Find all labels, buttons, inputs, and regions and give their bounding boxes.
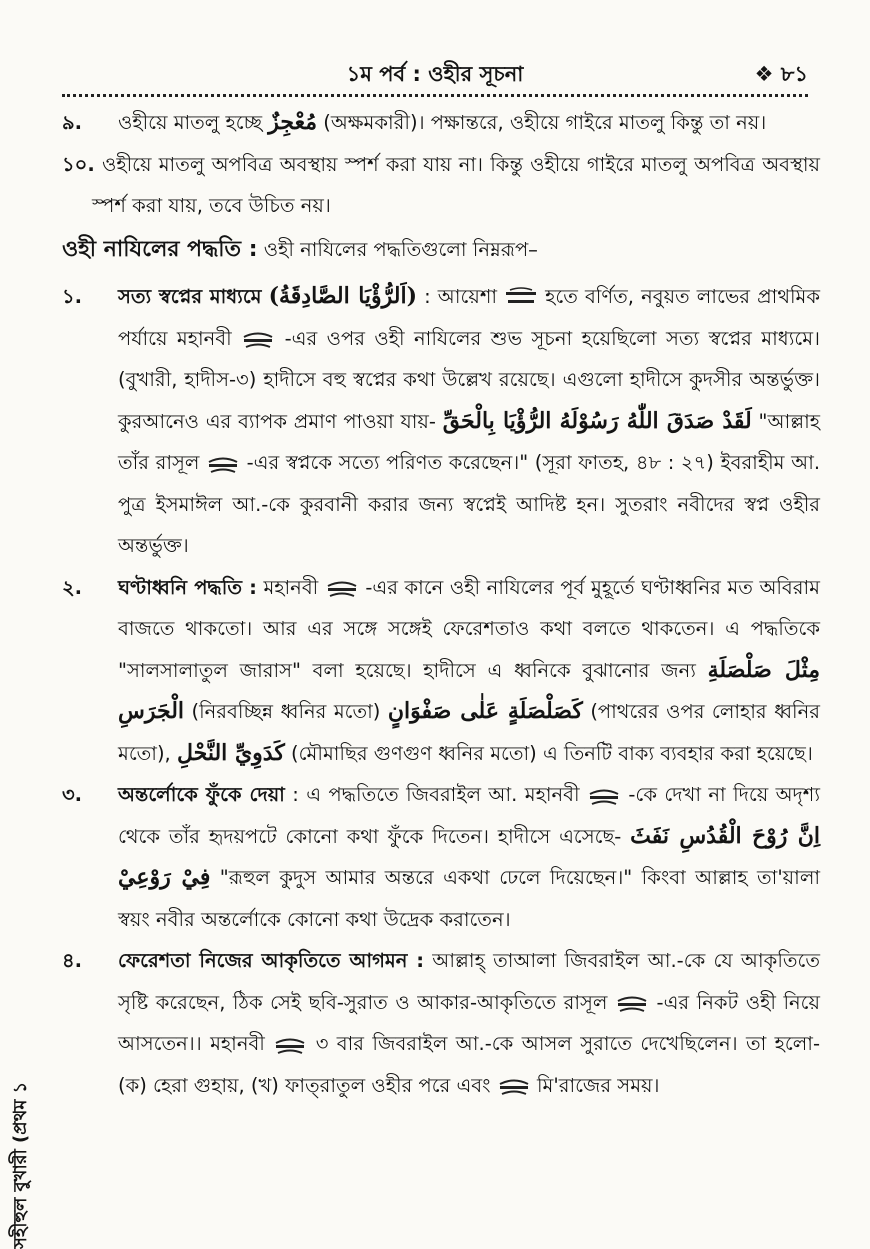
salawat-calligraphy-icon — [273, 1034, 307, 1056]
arabic-phrase: كَصَلْصَلَةٍ عَلٰى صَفْوَانٍ — [387, 698, 583, 724]
item-number: ৩. — [62, 783, 83, 806]
item-text: ওহীয়ে মাতলু হচ্ছে — [118, 111, 263, 134]
method-item-2 — [62, 567, 820, 775]
salawat-calligraphy-icon — [615, 992, 649, 1014]
method-item-4 — [62, 940, 820, 1106]
method-item-1 — [62, 276, 820, 567]
item-text: (অক্ষমকারী)। পক্ষান্তরে, ওহীয়ে গাইরে মাতলু কিন্তু তা নয়। — [323, 111, 767, 134]
list-item-9 — [62, 102, 820, 144]
arabic-phrase: كَدَوِيِّ النَّحْلِ — [176, 739, 285, 766]
method-title: অন্তর্লোকে ফুঁকে দেয়া — [118, 783, 285, 806]
section-heading — [62, 229, 820, 271]
item-text: মহানবী — [263, 575, 319, 599]
arabic-phrase: (اَلرُّؤْيَا الصَّادِقَةُ) — [268, 283, 418, 309]
radiyallahu-anha-calligraphy-icon — [504, 287, 538, 309]
item-text: ৩ বার জিবরাইল আ.-কে আসল সুরাতে দেখেছিলেন। তা হলো- (ক) হেরা গুহায়, (খ) ফাত্‌রাতুল ওহীর পরে এবং — [118, 1032, 820, 1097]
method-item-3 — [62, 774, 820, 940]
list-item-10 — [62, 144, 820, 227]
item-text: মি'রাজের সময়। — [536, 1073, 660, 1097]
salawat-calligraphy-icon — [241, 328, 275, 350]
item-text: আল্লাহ্ তাআলা জিবরাইল আ.-কে যে আকৃতিতে সৃষ্টি করেছেন, ঠিক সেই ছবি-সুরাত ও আকার-আকৃতিতে রাসূল — [118, 949, 820, 1014]
item-text: (নিরবচ্ছিন্ন ধ্বনির মতো) — [191, 700, 381, 723]
method-title: ফেরেশতা নিজের আকৃতিতে আগমন : — [118, 949, 425, 972]
item-text: -এর নিকট ওহী নিয়ে আসতেন।। মহানবী — [118, 990, 820, 1055]
item-text: হতে বর্ণিত, নবুয়ত লাভের প্রাথমিক পর্যায়ে মহানবী — [118, 285, 820, 350]
item-text: : এ পদ্ধতিতে জিবরাইল আ. মহানবী — [292, 783, 580, 806]
dotted-divider — [62, 94, 808, 97]
item-text: "রূহুল কুদুস আমার অন্তরে একথা ঢেলে দিয়েছেন।" কিংবা আল্লাহ তা'য়ালা স্বয়ং নবীর অন্তর্লোকে কোনো কথা উদ্রেক করাতেন। — [118, 866, 821, 931]
running-header — [62, 58, 808, 92]
section-intro: ওহী নাযিলের পদ্ধতিগুলো নিম্নরূপ– — [263, 237, 538, 261]
page-body — [62, 102, 820, 1106]
item-text: -এর স্বপ্নকে সত্যে পরিণত করেছেন।" (সূরা ফাতহ, ৪৮ : ২৭) ইবরাহীম আ. পুত্র ইসমাঈল আ.-কে কুরবানী করার জন্য স্বপ্নেই আদিষ্ট হন। সুতরাং নবীদের স্বপ্ন ওহীর অন্তর্ভুক্ত। — [118, 451, 821, 557]
salawat-calligraphy-icon — [587, 785, 621, 807]
arabic-verse: لَقَدْ صَدَقَ اللّٰهُ رَسُوْلَهُ الرُّؤْيَا بِالْحَقِّ — [442, 407, 752, 434]
item-number: ২. — [62, 575, 83, 599]
item-number: ৯. — [62, 111, 83, 134]
item-text: (পাথরের ওপর লোহার ধ্বনির মতো), — [118, 700, 821, 765]
item-text: -এর ওপর ওহী নাযিলের শুভ সূচনা হয়েছিলো সত্য স্বপ্নের মাধ্যমে। (বুখারী, হাদীস-৩) হাদীসে বহু স্বপ্নের কথা উল্লেখ রয়েছে। এগুলো হাদীসে কুদসীর অন্তর্ভুক্ত। কুরআনেও এর ব্যাপক প্রমাণ পাওয়া যায়- — [118, 326, 821, 433]
arabic-phrase: مِثْلَ صَلْصَلَةِ الْجَرَسِ — [118, 656, 820, 724]
item-text: "আল্লাহ তাঁর রাসূল — [118, 409, 821, 474]
chapter-title: ১ম পর্ব : ওহীর সূচনা — [346, 62, 524, 86]
item-text: -কে দেখা না দিয়ে অদৃশ্য থেকে তাঁর হৃদয়পটে কোনো কথা ফুঁকে দিতেন। হাদীসে এসেছে- — [118, 783, 820, 848]
item-text: : আয়েশা — [424, 285, 498, 308]
method-title: ঘণ্টাধ্বনি পদ্ধতি : — [118, 575, 257, 599]
salawat-calligraphy-icon — [206, 453, 240, 475]
arabic-hadith: اِنَّ رُوْحَ الْقُدُسِ نَفَثَ فِيْ رَوْعِيْ — [118, 822, 820, 890]
page-number: ❖ ৮১ — [754, 62, 808, 86]
section-title: ওহী নাযিলের পদ্ধতি : — [62, 236, 258, 262]
item-text: -এর কানে ওহী নাযিলের পূর্ব মুহূর্তে ঘণ্টাধ্বনির মত অবিরাম বাজতে থাকতো। আর এর সঙ্গে সঙ্গেই ফেরেশতাও কথা বলতে থাকতেন। এ পদ্ধতিকে "সালসালাতুল জারাস" বলা হয়েছে। হাদীসে এ ধ্বনিকে বুঝানোর জন্য — [118, 575, 820, 682]
book-side-label: সহীহুল বুখারী (প্রথম ১ — [10, 1081, 31, 1249]
salawat-calligraphy-icon — [497, 1075, 531, 1097]
item-number: ১০. — [62, 152, 95, 176]
item-text: ওহীয়ে মাতলু অপবিত্র অবস্থায় স্পর্শ করা যায় না। কিন্তু ওহীয়ে গাইরে মাতলু অপবিত্র অবস্থায় স্পর্শ করা যায়, তবে উচিত নয়। — [92, 152, 820, 217]
method-title: সত্য স্বপ্নের মাধ্যমে — [118, 285, 262, 308]
item-text: (মৌমাছির গুণগুণ ধ্বনির মতো) এ তিনটি বাক্য ব্যবহার করা হয়েছে। — [291, 741, 813, 765]
item-number: ৪. — [62, 949, 83, 972]
item-number: ১. — [62, 285, 83, 308]
arabic-phrase: مُعْجِزٌ — [268, 109, 318, 135]
salawat-calligraphy-icon — [325, 577, 359, 599]
